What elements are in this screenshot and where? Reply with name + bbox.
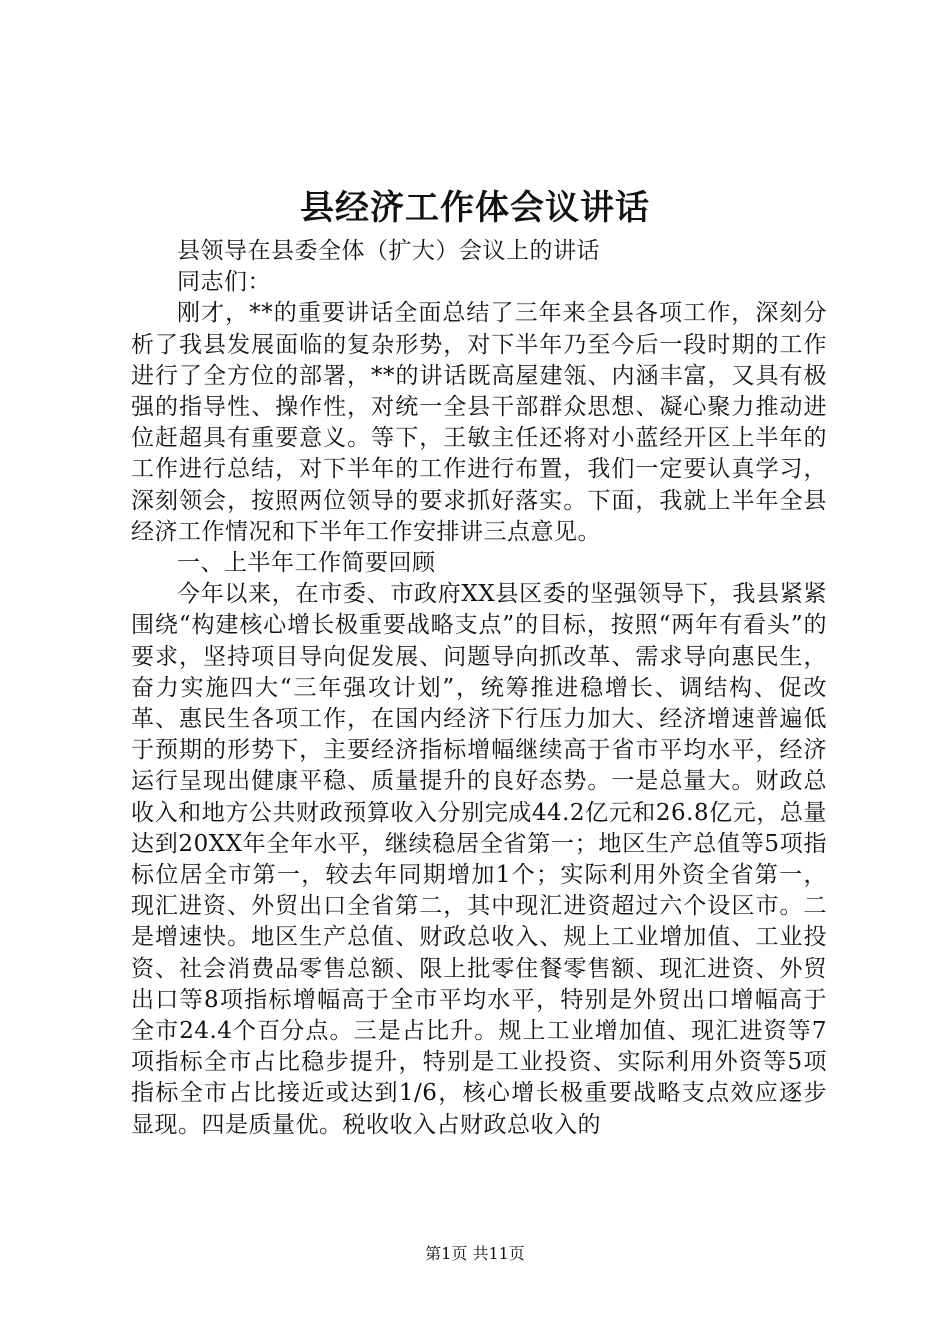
- document-body: [131, 236, 827, 1141]
- salutation-paragraph: 同志们：: [177, 269, 271, 296]
- section-heading: 一、上半年工作简要回顾: [177, 550, 436, 577]
- review-paragraph: 今年以来，在市委、市政府XX县区委的坚强领导下，我县紧紧围绕“构建核心增长极重要战略支点”的目标，按照“两年有看头”的要求，坚持项目导向促发展、问题导向抓改革、需求导向惠民生，奋力实施四大“三年强攻计划”，统筹推进稳增长、调结构、促改革、惠民生各项工作，在国内经济下行压力加大、经济增速普遍低于预期的形势下，主要经济指标增幅继续高于省市平均水平，经济运行呈现出健康平稳、质量提升的良好态势。一是总量大。财政总收入和地方公共财政预算收入分别完成44.2亿元和26.8亿元，总量达到20XX年全年水平，继续稳居全省第一；地区生产总值等5项指标位居全市第一，较去年同期增加1个；实际利用外资全省第一，现汇进资、外贸出口全省第二，其中现汇进资超过六个设区市。二是增速快。地区生产总值、财政总收入、规上工业增加值、工业投资、社会消费品零售总额、限上批零住餐零售额、现汇进资、外贸出口等8项指标增幅高于全市平均水平，特别是外贸出口增幅高于全市24.4个百分点。三是占比升。规上工业增加值、现汇进资等7项指标全市占比稳步提升，特别是工业投资、实际利用外资等5项指标全市占比接近或达到1/6，核心增长极重要战略支点效应逐步显现。四是质量优。税收收入占财政总收入的: [131, 581, 827, 1138]
- subtitle-paragraph: 县领导在县委全体（扩大）会议上的讲话: [177, 238, 600, 264]
- intro-paragraph: 刚才，**的重要讲话全面总结了三年来全县各项工作，深刻分析了我县发展面临的复杂形势，对下半年乃至今后一段时期的工作进行了全方位的部署，**的讲话既高屋建瓴、内涵丰富，又具有极强的指导性、操作性，对统一全县干部群众思想、凝心聚力推动进位赶超具有重要意义。等下，王敏主任还将对小蓝经开区上半年的工作进行总结，对下半年的工作进行布置，我们一定要认真学习，深刻领会，按照两位领导的要求抓好落实。下面，我就上半年全县经济工作情况和下半年工作安排讲三点意见。: [131, 300, 827, 545]
- page-number-footer: 第1页 共11页: [425, 1244, 525, 1263]
- document-title: 县经济工作体会议讲话: [300, 188, 650, 228]
